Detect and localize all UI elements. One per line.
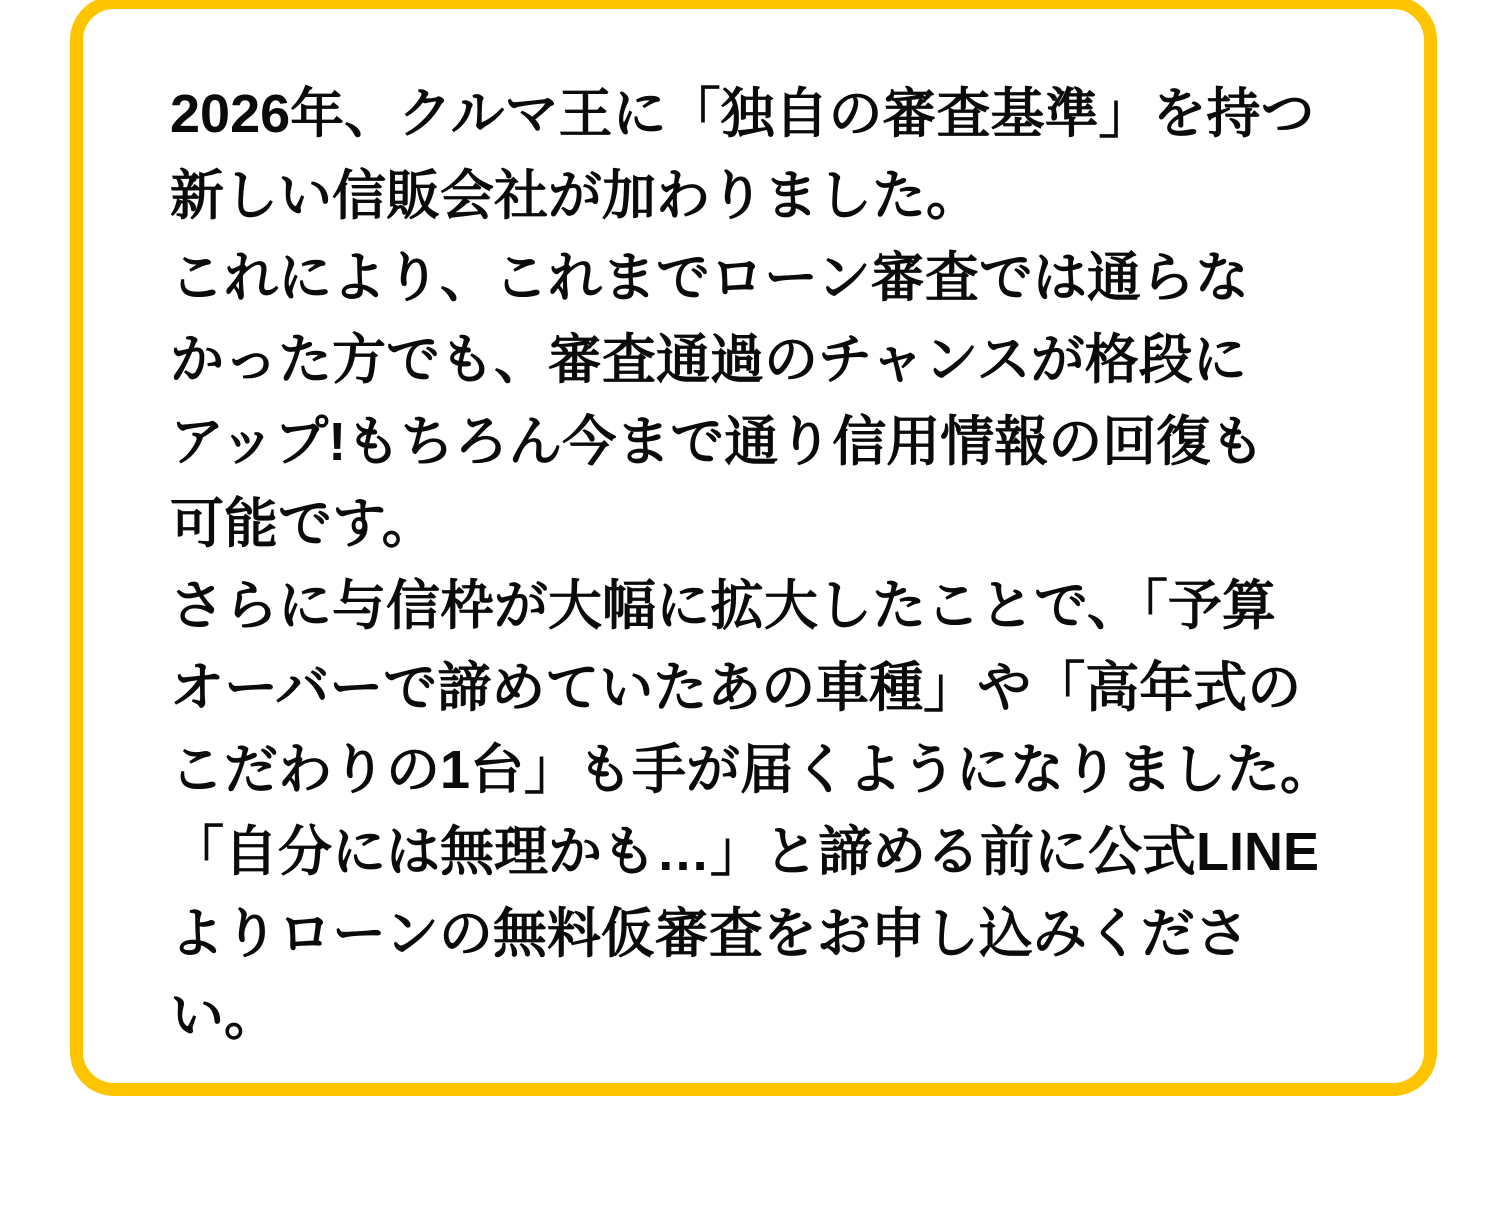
text-line: かった方でも、審査通過のチャンスが格段に (170, 330, 1247, 390)
text-line: い。 (170, 986, 278, 1046)
text-line: 「自分には無理かも…」と諦める前に公式LINE (170, 822, 1320, 882)
text-line: アップ!もちろん今まで通り信用情報の回復も (170, 412, 1265, 472)
text-line: さらに与信枠が大幅に拡大したことで、「予算 (170, 576, 1276, 636)
text-line: こだわりの1台」も手が届くようになりました。 (170, 740, 1335, 800)
text-line: 新しい信販会社が加わりました。 (170, 166, 980, 226)
loan-info-text (170, 73, 1384, 1057)
text-line: 2026年、クルマ王に「独自の審査基準」を持つ (170, 84, 1315, 144)
loan-info-card (70, 0, 1437, 1096)
text-line: これにより、これまでローン審査では通らな (170, 248, 1249, 308)
text-line: 可能です。 (170, 494, 436, 554)
text-line: よりローンの無料仮審査をお申し込みくださ (170, 904, 1249, 964)
text-line: オーバーで諦めていたあの車種」や「高年式の (170, 658, 1302, 718)
